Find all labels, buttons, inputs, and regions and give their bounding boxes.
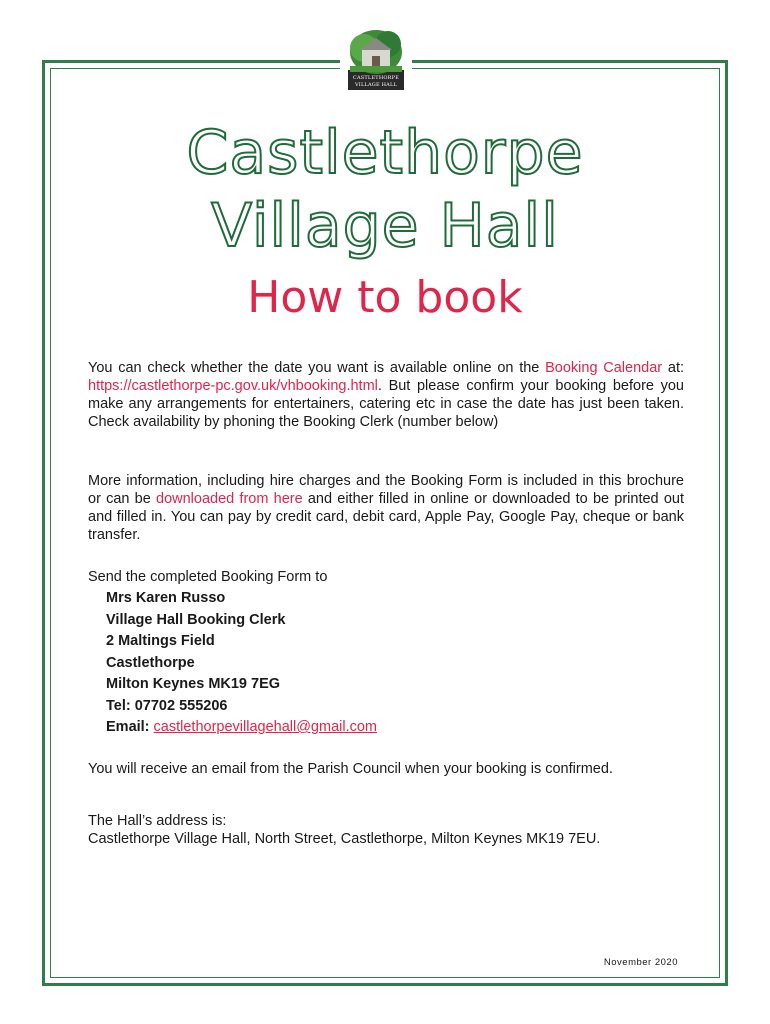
para1-text-mid: at: <box>662 360 684 376</box>
village-hall-logo <box>340 22 412 92</box>
clerk-telephone: Tel: 07702 555206 <box>106 697 228 714</box>
clerk-address <box>106 588 684 739</box>
page-title-line2: Village Hall <box>211 191 559 261</box>
clerk-name: Mrs Karen Russo <box>106 590 226 606</box>
hall-address-value: Castlethorpe Village Hall, North Street, Castlethorpe, Milton Keynes MK19 7EU. <box>88 831 601 847</box>
confirmation-paragraph: You will receive an email from the Parish Council when your booking is confirmed. <box>88 761 613 777</box>
booking-calendar-link[interactable]: Booking Calendar <box>545 360 663 376</box>
email-label: Email: <box>106 719 154 735</box>
hall-address-block <box>88 812 684 848</box>
availability-paragraph <box>88 359 684 431</box>
information-paragraph <box>88 472 684 544</box>
send-intro: Send the completed Booking Form to <box>88 569 328 585</box>
page-subtitle: How to book <box>247 272 523 323</box>
logo-text-line1: CASTLETHORPE <box>352 75 400 81</box>
para2-text-pre: More information, including hire charges and the Booking Form is included in this brochure or can be <box>88 473 684 507</box>
clerk-street: 2 Maltings Field <box>106 633 215 649</box>
send-form-block <box>88 567 684 739</box>
booking-url-link[interactable]: https://castlethorpe-pc.gov.uk/vhbooking.html <box>88 378 378 394</box>
page-title-line1: Castlethorpe <box>186 118 584 188</box>
clerk-email-link[interactable]: castlethorpevillagehall@gmail.com <box>153 719 378 735</box>
para2-text-post: and either filled in online or downloaded to be printed out and filled in. You can pay by credit card, debit card, Apple Pay, Google Pay, cheque or bank transfer. <box>88 491 684 543</box>
clerk-village: Castlethorpe <box>106 654 195 671</box>
clerk-role: Village Hall Booking Clerk <box>106 611 286 628</box>
para1-text-post: . But please confirm your booking before you make any arrangements for entertainers, catering etc in case the date has just been taken. Check availability by phoning the Booking Clerk (number below) <box>88 378 684 430</box>
logo-text-line2: VILLAGE HALL <box>354 82 398 88</box>
document-date: November 2020 <box>603 957 678 968</box>
clerk-town: Milton Keynes MK19 7EG <box>106 676 281 692</box>
para1-text-pre: You can check whether the date you want is available online on the <box>88 360 546 376</box>
clerk-email-row <box>106 717 684 739</box>
hall-address-label: The Hall’s address is: <box>88 813 227 829</box>
download-link[interactable]: downloaded from here <box>156 491 303 507</box>
